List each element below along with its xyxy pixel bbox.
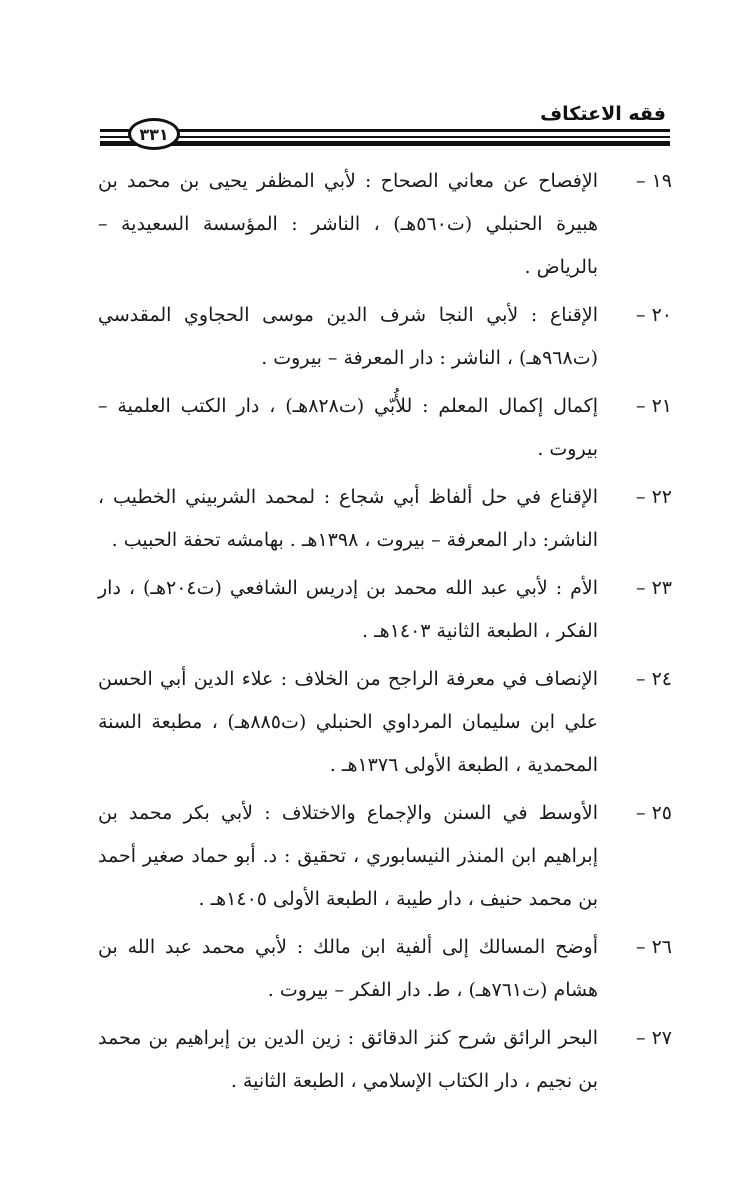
bibliography-list (98, 160, 672, 1108)
entry-text: أوضح المسالك إلى ألفية ابن مالك : لأبي محمد عبد الله بن هشام (ت٧٦١هـ) ، ط. دار الفكر – بيروت . (98, 936, 598, 1001)
entry-text: إكمال إكمال المعلم : للأُبّي (ت٨٢٨هـ) ، دار الكتب العلمية – بيروت . (98, 395, 599, 460)
bibliography-entry (98, 476, 672, 562)
entry-text: الأم : لأبي عبد الله محمد بن إدريس الشافعي (ت٢٠٤هـ) ، دار الفكر ، الطبعة الثانية ١٤٠٣هـ . (98, 577, 599, 642)
entry-number: ٢٦ – (636, 936, 672, 958)
entry-text: الإفصاح عن معاني الصحاح : لأبي المظفر يحيى بن محمد بن هبيرة الحنبلي (ت٥٦٠هـ) ، الناشر : المؤسسة السعيدية – بالرياض . (98, 170, 598, 278)
entry-number: ١٩ – (636, 170, 672, 192)
bibliography-entry (98, 1017, 672, 1103)
entry-text: الأوسط في السنن والإجماع والاختلاف : لأبي بكر محمد بن إبراهيم ابن المنذر النيسابوري ، تحقيق : د. أبو حماد صغير أحمد بن محمد حنيف ، دار طيبة ، الطبعة الأولى ١٤٠٥هـ . (98, 802, 598, 910)
entry-number: ٢٥ – (636, 802, 672, 824)
entry-text: البحر الرائق شرح كنز الدقائق : زين الدين بن إبراهيم بن محمد بن نجيم ، دار الكتاب الإسلامي ، الطبعة الثانية . (98, 1027, 598, 1092)
entry-text: الإقناع في حل ألفاظ أبي شجاع : لمحمد الشربيني الخطيب ، الناشر: دار المعرفة – بيروت ، ١٣٩٨هـ . بهامشه تحفة الحبيب . (98, 486, 598, 551)
header-rule (100, 136, 670, 138)
bibliography-entry (98, 385, 672, 471)
bibliography-entry (98, 160, 672, 289)
entry-text: الإنصاف في معرفة الراجح من الخلاف : علاء الدين أبي الحسن علي ابن سليمان المرداوي الحنبلي (ت٨٨٥هـ) ، مطبعة السنة المحمدية ، الطبعة الأولى ١٣٧٦هـ . (98, 668, 598, 776)
bibliography-entry (98, 792, 672, 921)
running-title: فقه الاعتكاف (540, 103, 666, 125)
entry-text: الإقناع : لأبي النجا شرف الدين موسى الحجاوي المقدسي (ت٩٦٨هـ) ، الناشر : دار المعرفة – بيروت . (98, 304, 598, 369)
bibliography-entry (98, 567, 672, 653)
entry-number: ٢٣ – (636, 577, 672, 599)
page-number: ٣٣١ (128, 118, 180, 150)
entry-number: ٢٢ – (636, 486, 672, 508)
entry-number: ٢١ – (636, 395, 672, 417)
bibliography-entry (98, 926, 672, 1012)
header-rule (100, 129, 670, 132)
header-rule (100, 141, 670, 146)
entry-number: ٢٧ – (636, 1027, 672, 1049)
bibliography-entry (98, 294, 672, 380)
entry-number: ٢٤ – (636, 668, 672, 690)
bibliography-entry (98, 658, 672, 787)
entry-number: ٢٠ – (636, 304, 672, 326)
